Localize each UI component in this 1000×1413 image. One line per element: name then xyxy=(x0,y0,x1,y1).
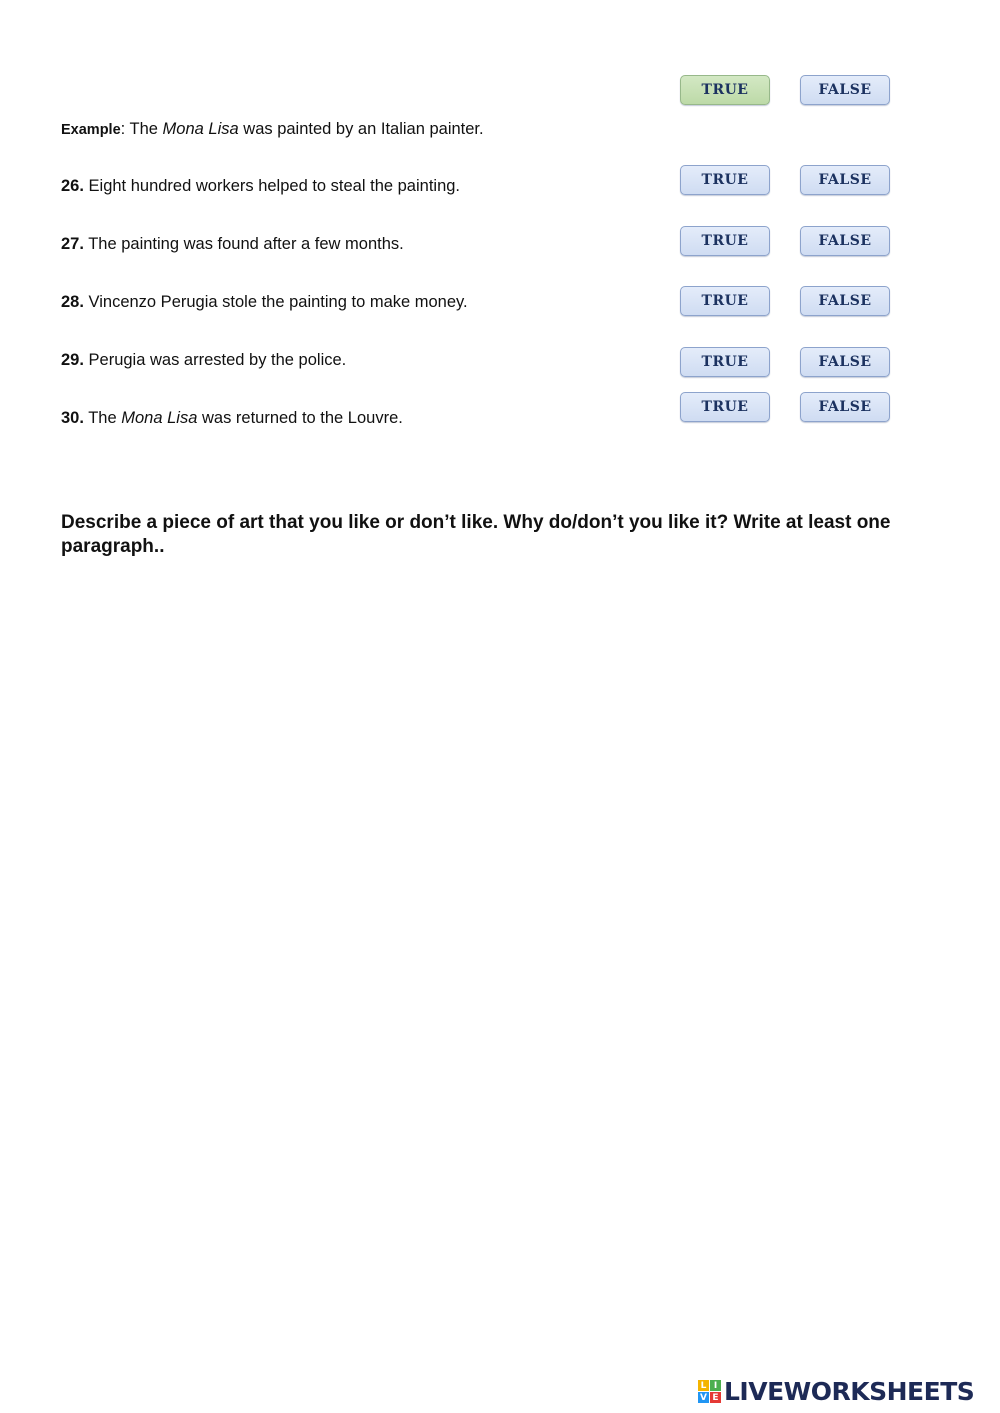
writing-prompt: Describe a piece of art that you like or don’t like. Why do/don’t you like it? Write at least one paragraph.. xyxy=(61,512,891,557)
statement-text-after: was returned to the Louvre. xyxy=(197,409,403,427)
statement-text: Perugia was arrested by the police. xyxy=(83,351,347,369)
logo-text: LIVEWORKSHEETS xyxy=(724,1377,975,1406)
example-false-button[interactable]: FALSE xyxy=(800,75,890,105)
statement-text: Eight hundred workers helped to steal the painting. xyxy=(83,177,461,195)
example-statement xyxy=(61,119,484,140)
logo-letter-v: V xyxy=(698,1392,709,1403)
statement-number: 26. xyxy=(61,177,84,195)
item-27-true-button[interactable]: TRUE xyxy=(680,226,770,256)
item-30-false-button[interactable]: FALSE xyxy=(800,392,890,422)
statement-30 xyxy=(61,408,403,428)
statement-27 xyxy=(61,234,404,254)
item-26-false-button[interactable]: FALSE xyxy=(800,165,890,195)
logo-letter-l: L xyxy=(698,1380,709,1391)
statement-29 xyxy=(61,350,346,370)
logo-letter-e: E xyxy=(710,1392,721,1403)
item-28-true-button[interactable]: TRUE xyxy=(680,286,770,316)
statement-text-italic: Mona Lisa xyxy=(121,409,198,427)
statement-number: 30. xyxy=(61,409,84,427)
liveworksheets-logo xyxy=(698,1377,974,1406)
statement-text: The painting was found after a few months. xyxy=(83,235,404,253)
statement-number: 28. xyxy=(61,293,84,311)
example-true-button[interactable]: TRUE xyxy=(680,75,770,105)
item-29-true-button[interactable]: TRUE xyxy=(680,347,770,377)
item-27-false-button[interactable]: FALSE xyxy=(800,226,890,256)
statement-number: 27. xyxy=(61,235,84,253)
logo-grid-icon xyxy=(698,1380,721,1403)
item-29-false-button[interactable]: FALSE xyxy=(800,347,890,377)
example-text-after: was painted by an Italian painter. xyxy=(238,120,484,138)
statement-text-before: The xyxy=(83,409,122,427)
statement-text: Vincenzo Perugia stole the painting to make money. xyxy=(83,293,468,311)
logo-letter-i: I xyxy=(710,1380,721,1391)
item-30-true-button[interactable]: TRUE xyxy=(680,392,770,422)
item-26-true-button[interactable]: TRUE xyxy=(680,165,770,195)
example-text-italic: Mona Lisa xyxy=(162,120,239,138)
statement-number: 29. xyxy=(61,351,84,369)
example-text-before: : The xyxy=(120,120,163,138)
item-28-false-button[interactable]: FALSE xyxy=(800,286,890,316)
example-label: Example xyxy=(61,122,121,138)
statement-28 xyxy=(61,292,468,312)
statement-26 xyxy=(61,176,460,196)
